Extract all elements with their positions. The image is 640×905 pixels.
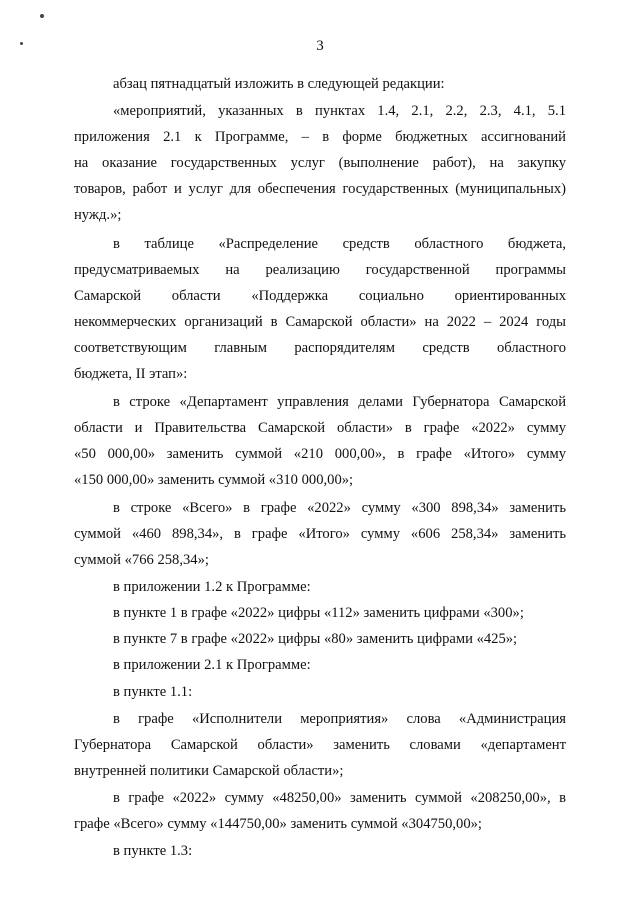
text-line: в приложении 2.1 к Программе:	[113, 657, 311, 673]
text-line: суммой «766 258,34»;	[74, 552, 209, 568]
text-line: предусматриваемых на реализацию государственной программы	[74, 262, 566, 278]
text-line: нужд.»;	[74, 207, 122, 223]
text-line: в пункте 1.1:	[113, 684, 193, 700]
text-line: в пункте 7 в графе «2022» цифры «80» заменить цифрами «425»;	[113, 631, 518, 647]
text-line: Самарской области «Поддержка социально ориентированных	[74, 288, 566, 304]
page-number: 3	[316, 38, 324, 54]
text-line: в пункте 1 в графе «2022» цифры «112» заменить цифрами «300»;	[113, 605, 524, 621]
text-line: некоммерческих организаций в Самарской области» на 2022 – 2024 годы	[74, 314, 566, 330]
text-line: внутренней политики Самарской области»;	[74, 763, 344, 779]
text-line: суммой «460 898,34», в графе «Итого» сумму «606 258,34» заменить	[74, 526, 566, 542]
text-line: приложения 2.1 к Программе, – в форме бюджетных ассигнований	[74, 129, 566, 145]
text-line: в приложении 1.2 к Программе:	[113, 579, 311, 595]
text-line: графе «Всего» сумму «144750,00» заменить суммой «304750,00»;	[74, 816, 482, 832]
scan-mark	[40, 14, 44, 18]
text-line: соответствующим главным распорядителям средств областного	[74, 340, 566, 356]
text-line: «150 000,00» заменить суммой «310 000,00»;	[74, 472, 354, 488]
text-line: Губернатора Самарской области» заменить словами «департамент	[74, 737, 566, 753]
text-line: в пункте 1.3:	[113, 843, 193, 859]
text-line: «50 000,00» заменить суммой «210 000,00», в графе «Итого» сумму	[74, 446, 566, 462]
text-line: в строке «Всего» в графе «2022» сумму «300 898,34» заменить	[113, 500, 566, 516]
text-line: абзац пятнадцатый изложить в следующей редакции:	[113, 76, 445, 92]
text-line: в графе «2022» сумму «48250,00» заменить суммой «208250,00», в	[113, 790, 566, 806]
text-line: в графе «Исполнители мероприятия» слова «Администрация	[113, 711, 566, 727]
text-line: в строке «Департамент управления делами Губернатора Самарской	[113, 394, 566, 410]
text-line: товаров, работ и услуг для обеспечения государственных (муниципальных)	[74, 181, 566, 197]
text-line: «мероприятий, указанных в пунктах 1.4, 2.1, 2.2, 2.3, 4.1, 5.1	[113, 103, 566, 119]
text-line: области и Правительства Самарской области» в графе «2022» сумму	[74, 420, 566, 436]
text-line: в таблице «Распределение средств областного бюджета,	[113, 236, 566, 252]
text-line: бюджета, II этап»:	[74, 366, 188, 382]
text-line: на оказание государственных услуг (выполнение работ), на закупку	[74, 155, 566, 171]
